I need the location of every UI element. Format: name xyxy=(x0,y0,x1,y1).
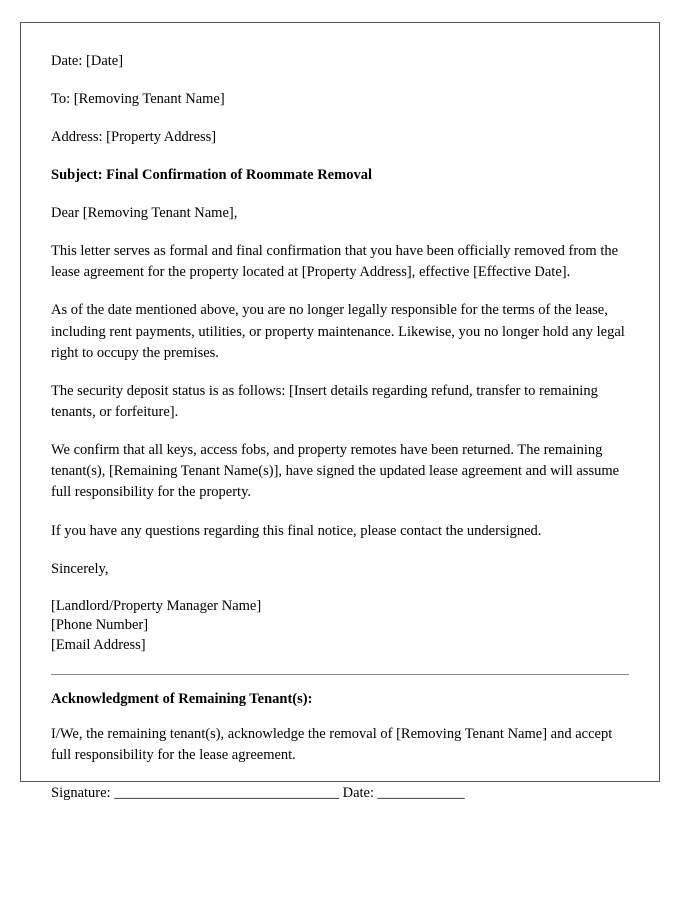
recipient-line: To: [Removing Tenant Name] xyxy=(51,91,225,108)
signer-name: [Landlord/Property Manager Name] xyxy=(51,597,262,614)
signer-email: [Email Address] xyxy=(51,636,146,653)
paragraph-4: We confirm that all keys, access fobs, and property remotes have been returned. The remaining tenant(s), [Remaining Tenant Name(s)], have signed the updated lease agreement and will assume full responsibility for the property. xyxy=(51,442,620,501)
sign-off: Sincerely, xyxy=(51,560,109,577)
signature-date-line: Signature: _______________________________ Date: ____________ xyxy=(51,784,465,801)
section-divider xyxy=(51,674,629,675)
paragraph-3: The security deposit status is as follows: [Insert details regarding refund, transfer to remaining tenants, or forfeiture]. xyxy=(51,382,598,421)
salutation: Dear [Removing Tenant Name], xyxy=(51,205,238,222)
paragraph-2: As of the date mentioned above, you are no longer legally responsible for the terms of the lease, including rent payments, utilities, or property maintenance. Likewise, you no longer hold any legal right to occupy the premises. xyxy=(51,302,625,361)
signer-phone: [Phone Number] xyxy=(51,617,149,634)
paragraph-5: If you have any questions regarding this final notice, please contact the undersigned. xyxy=(51,522,542,539)
date-line: Date: [Date] xyxy=(51,53,124,69)
acknowledgment-title: Acknowledgment of Remaining Tenant(s): xyxy=(51,690,313,707)
paragraph-1: This letter serves as formal and final confirmation that you have been officially removed from the lease agreement for the property located at [Property Address], effective [Effective Date]. xyxy=(51,243,619,281)
subject-line: Subject: Final Confirmation of Roommate Removal xyxy=(51,167,372,184)
letter-body xyxy=(20,22,660,801)
address-line: Address: [Property Address] xyxy=(51,129,217,146)
acknowledgment-body: I/We, the remaining tenant(s), acknowledge the removal of [Removing Tenant Name] and accept full responsibility for the lease agreement. xyxy=(51,725,613,763)
signature-block xyxy=(51,597,629,656)
